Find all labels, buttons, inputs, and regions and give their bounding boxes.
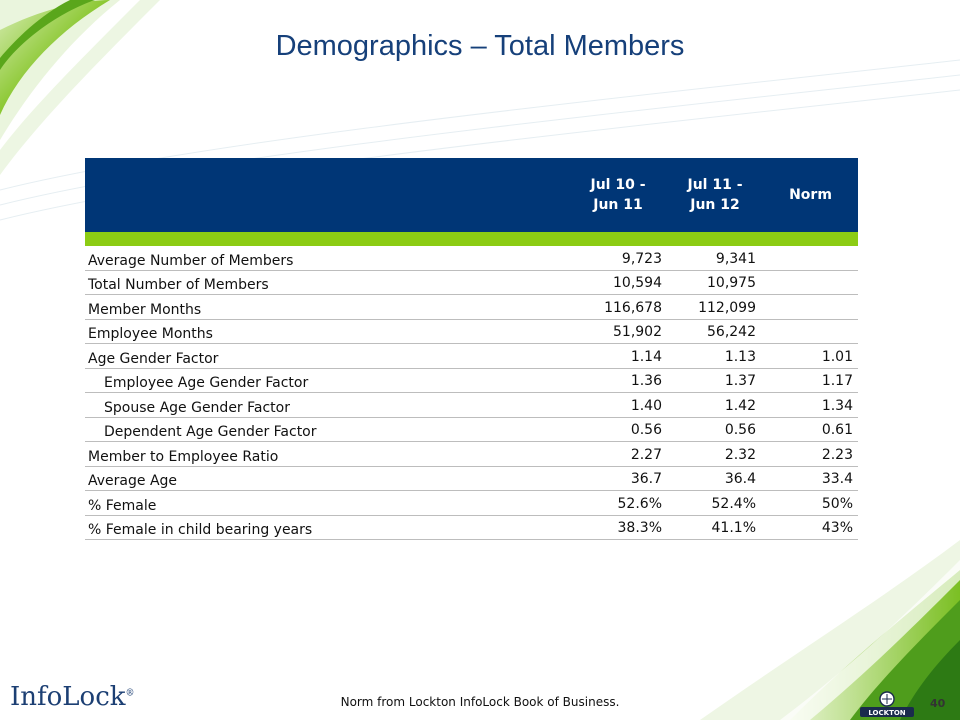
row-value-v2: 56,242 bbox=[707, 324, 756, 340]
footer-note: Norm from Lockton InfoLock Book of Business. bbox=[340, 695, 620, 709]
row-label: Spouse Age Gender Factor bbox=[104, 399, 290, 416]
table-row bbox=[85, 516, 858, 541]
row-value-v2: 1.13 bbox=[724, 348, 756, 365]
table-row bbox=[85, 369, 858, 394]
row-value-v1: 2.27 bbox=[630, 446, 662, 463]
table-row bbox=[85, 320, 858, 345]
header-period-2: Jul 11 - Jun 12 bbox=[687, 177, 743, 213]
lockton-logo bbox=[858, 690, 916, 718]
row-value-v1: 10,594 bbox=[613, 275, 662, 291]
row-value-v3: 1.01 bbox=[821, 348, 853, 365]
row-value-v3: 50% bbox=[821, 495, 853, 512]
infolock-logo: InfoLock® bbox=[10, 682, 135, 712]
table-row bbox=[85, 271, 858, 296]
row-value-v3: 33.4 bbox=[821, 471, 853, 487]
table-header bbox=[85, 158, 858, 232]
row-value-v1: 36.7 bbox=[630, 471, 662, 487]
row-label: % Female bbox=[88, 497, 157, 514]
row-value-v2: 41.1% bbox=[711, 520, 756, 536]
row-label: Employee Age Gender Factor bbox=[104, 375, 309, 391]
row-value-v3: 43% bbox=[821, 520, 853, 536]
row-label: Member Months bbox=[88, 301, 202, 318]
row-value-v2: 9,341 bbox=[715, 250, 756, 267]
row-value-v1: 52.6% bbox=[617, 495, 662, 512]
demographics-table bbox=[85, 158, 858, 540]
page-number: 40 bbox=[930, 697, 946, 710]
row-label: Age Gender Factor bbox=[88, 350, 219, 367]
table-row bbox=[85, 344, 858, 369]
row-value-v3: 1.34 bbox=[821, 397, 853, 414]
table-row bbox=[85, 491, 858, 516]
table-row bbox=[85, 442, 858, 467]
table-row bbox=[85, 393, 858, 418]
svg-text:LOCKTON: LOCKTON bbox=[868, 709, 906, 717]
row-value-v1: 51,902 bbox=[613, 324, 662, 340]
row-label: Employee Months bbox=[88, 326, 213, 342]
row-label: Average Number of Members bbox=[88, 252, 294, 269]
table-row bbox=[85, 418, 858, 443]
table-body bbox=[85, 246, 858, 540]
row-value-v3: 0.61 bbox=[821, 422, 853, 438]
row-value-v2: 1.42 bbox=[724, 397, 756, 414]
table-row bbox=[85, 467, 858, 492]
row-value-v2: 52.4% bbox=[711, 495, 756, 512]
row-value-v2: 10,975 bbox=[707, 275, 756, 291]
table-row bbox=[85, 246, 858, 271]
row-value-v1: 0.56 bbox=[630, 422, 662, 438]
row-label: % Female in child bearing years bbox=[88, 522, 313, 538]
row-value-v1: 1.14 bbox=[630, 348, 662, 365]
row-value-v1: 9,723 bbox=[621, 250, 662, 267]
row-value-v1: 1.40 bbox=[630, 397, 662, 414]
row-value-v1: 1.36 bbox=[630, 373, 662, 389]
row-value-v2: 1.37 bbox=[724, 373, 756, 389]
page-title: Demographics – Total Members bbox=[275, 30, 685, 62]
row-value-v2: 36.4 bbox=[724, 471, 756, 487]
row-value-v1: 116,678 bbox=[604, 299, 662, 316]
header-period-1: Jul 10 - Jun 11 bbox=[590, 177, 646, 213]
row-value-v3: 2.23 bbox=[821, 446, 853, 463]
row-value-v3: 1.17 bbox=[821, 373, 853, 389]
row-label: Member to Employee Ratio bbox=[88, 448, 279, 465]
row-value-v2: 0.56 bbox=[724, 422, 756, 438]
row-label: Average Age bbox=[88, 473, 178, 489]
header-accent-bar bbox=[85, 232, 858, 246]
header-norm: Norm bbox=[789, 187, 832, 203]
row-value-v1: 38.3% bbox=[617, 520, 662, 536]
row-value-v2: 112,099 bbox=[698, 299, 756, 316]
row-label: Dependent Age Gender Factor bbox=[104, 424, 317, 440]
table-row bbox=[85, 295, 858, 320]
row-value-v2: 2.32 bbox=[724, 446, 756, 463]
row-label: Total Number of Members bbox=[88, 277, 269, 293]
